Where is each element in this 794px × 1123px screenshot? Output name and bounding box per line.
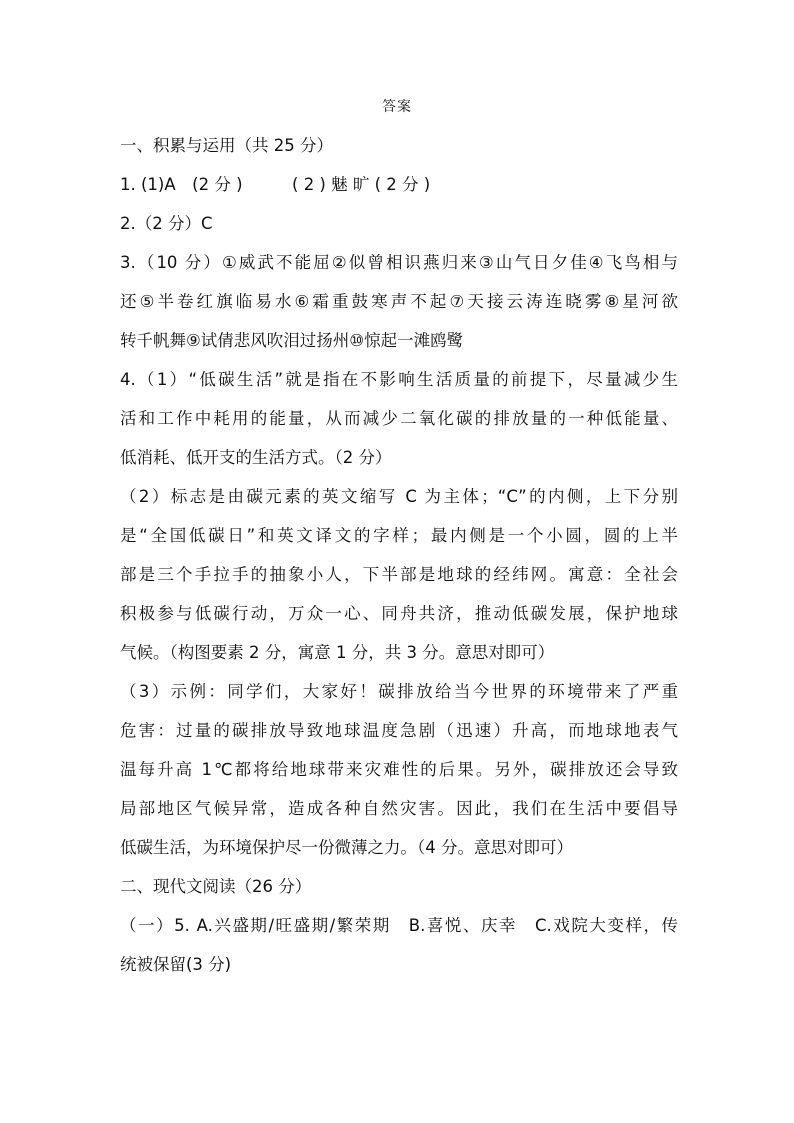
answer-4-1-line-3: 低消耗、低开支的生活方式。（2 分） [120, 448, 392, 467]
answer-4-1-line-1: 4.（1）“低碳生活”就是指在不影响生活质量的前提下，尽量减少生 [120, 370, 678, 389]
document-title: 答案 [382, 99, 412, 115]
answer-content [120, 126, 678, 984]
section-heading-accumulation: 一、积累与运用（共 25 分） [120, 136, 333, 155]
answer-4-2-line-2: 是“全国低碳日”和英文译文的字样；最内侧是一个小圆，圆的上半 [120, 526, 678, 545]
answer-2: 2.（2 分）C [120, 214, 213, 233]
answer-4-2-line-1: （2）标志是由碳元素的英文缩写 C 为主体；“C”的内侧，上下分别 [120, 487, 678, 506]
answer-3-line-2: 还⑤半卷红旗临易水⑥霜重鼓寒声不起⑦天接云涛连晓雾⑧星河欲 [120, 292, 678, 311]
answer-4-3-line-5: 低碳生活，为环境保护尽一份微薄之力。（4 分。意思对即可） [120, 838, 573, 857]
answer-4-1-line-2: 活和工作中耗用的能量，从而减少二氧化碳的排放量的一种低能量、 [120, 409, 678, 428]
answer-1: 1. (1)A (2 分 ) ( 2 ) 魅 旷 ( 2 分 ) [120, 175, 431, 194]
answer-5-line-2: 统被保留(3 分) [120, 955, 232, 974]
answer-4-2-line-3: 部是三个手拉手的抽象小人，下半部是地球的经纬网。寓意：全社会 [120, 565, 678, 584]
answer-4-3-line-2: 危害：过量的碳排放导致地球温度急剧（迅速）升高，而地球地表气 [120, 721, 678, 740]
section-heading-reading: 二、现代文阅读（26 分） [120, 877, 312, 896]
answer-4-3-line-1: （3）示例：同学们，大家好！碳排放给当今世界的环境带来了严重 [120, 682, 678, 701]
answer-5-line-1: （一）5. A.兴盛期/旺盛期/繁荣期 B.喜悦、庆幸 C.戏院大变样，传 [120, 916, 678, 935]
answer-4-3-line-4: 局部地区气候异常，造成各种自然灾害。因此，我们在生活中要倡导 [120, 799, 678, 818]
answer-3-line-1: 3.（10 分）①威武不能屈②似曾相识燕归来③山气日夕佳④飞鸟相与 [120, 253, 678, 272]
answer-3-line-3: 转千帆舞⑨试倩悲风吹泪过扬州⑩惊起一滩鸥鹭 [120, 331, 464, 350]
answer-4-3-line-3: 温每升高 1℃都将给地球带来灾难性的后果。另外，碳排放还会导致 [120, 760, 678, 779]
answer-4-2-line-4: 积极参与低碳行动，万众一心、同舟共济，推动低碳发展，保护地球 [120, 604, 678, 623]
answer-4-2-line-5: 气候。（构图要素 2 分，寓意 1 分，共 3 分。意思对即可） [120, 643, 555, 662]
